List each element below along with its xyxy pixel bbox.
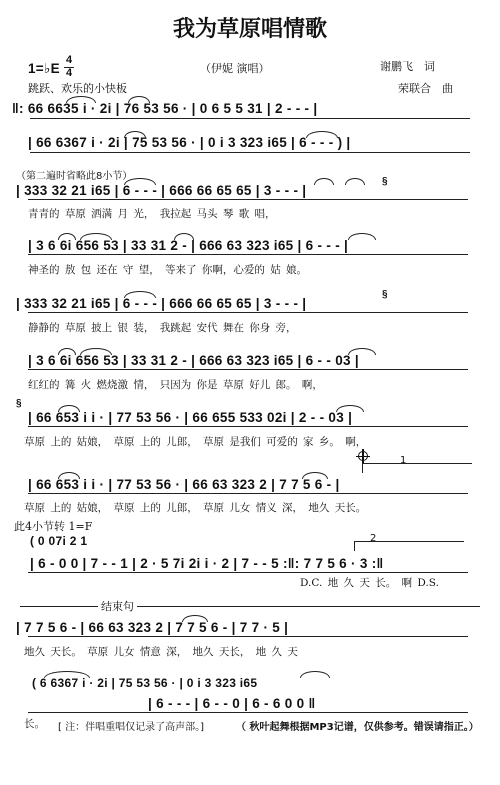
slur-mark <box>80 348 112 355</box>
ds-sign-chorus: § <box>16 398 22 409</box>
slur-mark <box>348 348 376 355</box>
volta-one-left <box>362 463 363 473</box>
slur-mark <box>66 96 96 103</box>
slur-mark <box>124 291 156 298</box>
repeat-note: [ 注：伴唱重唱仅记录了高声部。] <box>58 722 204 733</box>
notation-row-11: | 6 - - - | 6 - - 0 | 6 - 6 0 0 ‖ <box>148 696 316 711</box>
underline-beam <box>28 572 468 573</box>
slur-mark <box>58 348 76 355</box>
lyric-row-5: 静静的 草原 披上 银 装， 我跳起 安代 舞在 你身 旁， <box>28 322 297 334</box>
notation-row-8: | 66 653 i i · | 77 53 56 · | 66 63 323 2 | 7 7 5 6 - | <box>28 477 340 492</box>
footer-note: （ 秋叶起舞根据MP3记谱，仅供参考。错误请指正。） <box>236 722 479 733</box>
ds-sign: § <box>382 176 388 187</box>
slur-mark <box>44 671 90 678</box>
time-signature-denominator: 4 <box>66 67 73 79</box>
lyric-row-8: 草原 上的 姑娘， 草原 上的 儿郎， 草原 儿女 情义 深， 地久 天长。 <box>24 502 367 514</box>
underline-beam <box>28 493 468 494</box>
second-time-note: （第二遍时省略此8小节） <box>16 171 133 182</box>
lyric-row-9: D.C. 地 久 天 长。 啊 D.S. <box>300 577 439 589</box>
underline-beam <box>28 712 468 713</box>
underline-beam <box>28 254 468 255</box>
song-title: 我为草原唱情歌 <box>172 16 327 42</box>
key-change-note: 此4小节转 1=F <box>14 520 93 533</box>
volta-one-bracket <box>362 463 472 464</box>
coda-sign <box>358 451 368 461</box>
outro-upper-voice: ( 6 6367 i · 2i | 75 53 56 · | 0 i 3 323 i65 <box>32 676 258 690</box>
notation-row-10: | 7 7 5 6 - | 66 63 323 2 | 7 7 5 6 - | 7 7 · 5 | <box>16 620 289 635</box>
ds-sign-repeat: § <box>382 289 388 300</box>
notation-row-7: | 66 653 i i · | 77 53 56 · | 66 655 533 02i | 2 - - 03 | <box>28 410 353 425</box>
slur-mark <box>300 671 330 678</box>
performer-credit: （伊妮 演唱） <box>200 62 270 75</box>
slur-mark <box>58 233 76 240</box>
slur-mark <box>124 131 146 138</box>
slur-mark <box>345 178 365 185</box>
lyric-row-3: 青青的 草原 洒满 月 光， 我拉起 马头 琴 歌 唱， <box>28 208 276 220</box>
underline-beam <box>28 312 468 313</box>
slur-mark <box>58 472 80 479</box>
tempo-marking: 跳跃、欢乐的小快板 <box>28 82 127 95</box>
composer-credit: 荣联合 曲 <box>398 82 453 95</box>
ending-bracket <box>20 606 480 607</box>
underline-beam <box>30 118 470 119</box>
underline-beam <box>28 426 468 427</box>
volta-two-left <box>354 541 355 551</box>
underline-beam <box>30 152 470 153</box>
underline-beam <box>28 636 468 637</box>
lyricist-credit: 谢鹏飞 词 <box>380 60 435 73</box>
notation-row-9: | 6 - 0 0 | 7 - - 1 | 2 · 5 7i 2i i · 2 | 7 - - 5 :‖: 7 7 5 6 · 3 :‖ <box>30 556 384 571</box>
slur-mark <box>80 233 112 240</box>
slur-mark <box>128 96 150 103</box>
volta-two-label: 2 <box>370 533 377 544</box>
notation-row-4: | 3 6 6i 656 53 | 33 31 2 - | 666 63 323 i65 | 6 - - - | <box>28 238 349 253</box>
lyric-row-6: 红红的 篝 火 燃烧激 情， 只因为 你是 草原 好儿 郎。 啊， <box>28 379 323 391</box>
slur-mark <box>336 405 364 412</box>
slur-mark <box>302 472 328 479</box>
key-signature: 1=♭E <box>28 61 60 76</box>
slur-mark <box>58 405 80 412</box>
notation-row-1: ‖: 66 6635 i · 2i | 76 53 56 · | 0 6 5 5 31 | 2 - - - | <box>12 101 318 116</box>
notation-row-6: | 3 6 6i 656 53 | 33 31 2 - | 666 63 323 i65 | 6 - - 03 | <box>28 353 359 368</box>
slur-mark <box>348 233 376 240</box>
time-signature-numerator: 4 <box>66 54 73 66</box>
notation-row-3: | 333 32 21 i65 | 6 - - - | 666 66 65 65 | 3 - - - | <box>16 183 307 198</box>
notation-row-5: | 333 32 21 i65 | 6 - - - | 666 66 65 65 | 3 - - - | <box>16 296 307 311</box>
slur-mark <box>124 178 156 185</box>
lyric-row-4: 神圣的 敖 包 还在 守 望， 等来了 你啊，心爱的 姑 娘。 <box>28 264 308 276</box>
slur-mark <box>314 178 334 185</box>
intro-upper-voice: ( 0 07i 2 1 <box>30 534 88 548</box>
notation-row-2: | 66 6367 i · 2i | 75 53 56 · | 0 i 3 323 i65 | 6 - - - ) | <box>28 135 351 150</box>
lyric-row-10: 地久 天长。 草原 儿女 情意 深， 地久 天长， 地 久 天 <box>24 646 298 658</box>
volta-one-label: 1 <box>400 455 407 466</box>
underline-beam <box>28 199 468 200</box>
underline-beam <box>28 369 468 370</box>
slur-mark <box>182 615 208 622</box>
slur-mark <box>174 233 194 240</box>
ending-label: 结束句 <box>98 598 137 614</box>
lyric-row-7: 草原 上的 姑娘， 草原 上的 儿郎， 草原 是我们 可爱的 家 乡。 啊， <box>24 436 367 448</box>
lyric-row-11: 长。 <box>24 718 45 730</box>
slur-mark <box>306 131 338 138</box>
